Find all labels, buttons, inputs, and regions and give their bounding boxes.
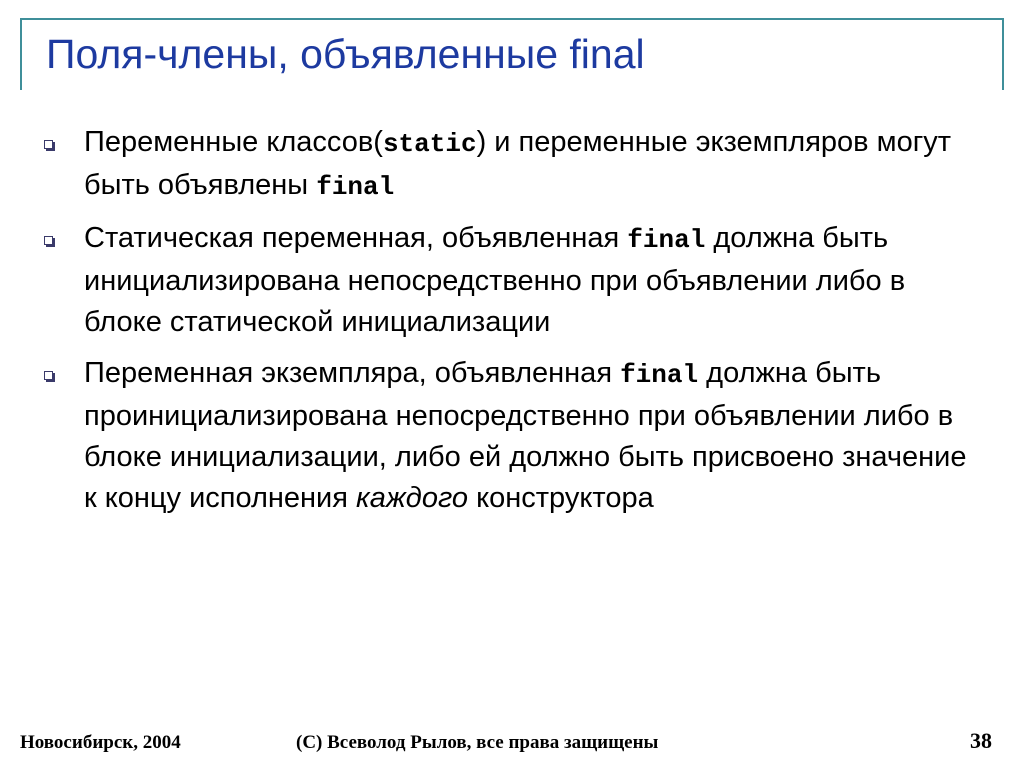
bullet-item [44,353,974,519]
square-bullet-icon [44,371,53,380]
frame-left-line [20,18,22,90]
bullet-item [44,122,974,208]
bullet-text-part: ) и переменные экземпляров могут быть объявлены [84,126,952,201]
emphasized-text: каждого [356,482,469,514]
bullet-text-part: Статическая переменная, объявленная [84,222,628,254]
bullet-item [44,218,974,343]
footer-city-year: Новосибирск, 2004 [20,732,181,753]
bullet-text-part: должна быть инициализирована непосредственно при объявлении либо в блоке статической инициализации [84,222,906,338]
frame-top-line [20,18,1004,20]
bullet-text-part: Переменная экземпляра, объявленная [84,357,621,389]
bullet-text-part: конструктора [468,482,654,514]
bullet-text [84,353,974,519]
code-keyword: static [382,129,477,159]
bullet-text [84,122,974,208]
code-keyword: final [316,172,395,202]
code-keyword: final [620,360,699,390]
bullet-text-part: Переменные классов( [84,126,383,158]
bullet-list [44,122,974,529]
footer-copyright: (С) Всеволод Рылов, все права защищены [296,732,659,753]
bullet-text [84,218,974,343]
slide-title: Поля-члены, объявленные final [46,31,645,77]
code-keyword: final [627,225,706,255]
frame-right-line [1002,18,1004,90]
bullet-text-part: должна быть проинициализирована непосредственно при объявлении либо в блоке инициализации, либо ей должно быть присвоено значение к концу исполнения [84,357,967,514]
square-bullet-icon [44,140,53,149]
square-bullet-icon [44,236,53,245]
page-number: 38 [970,728,992,753]
